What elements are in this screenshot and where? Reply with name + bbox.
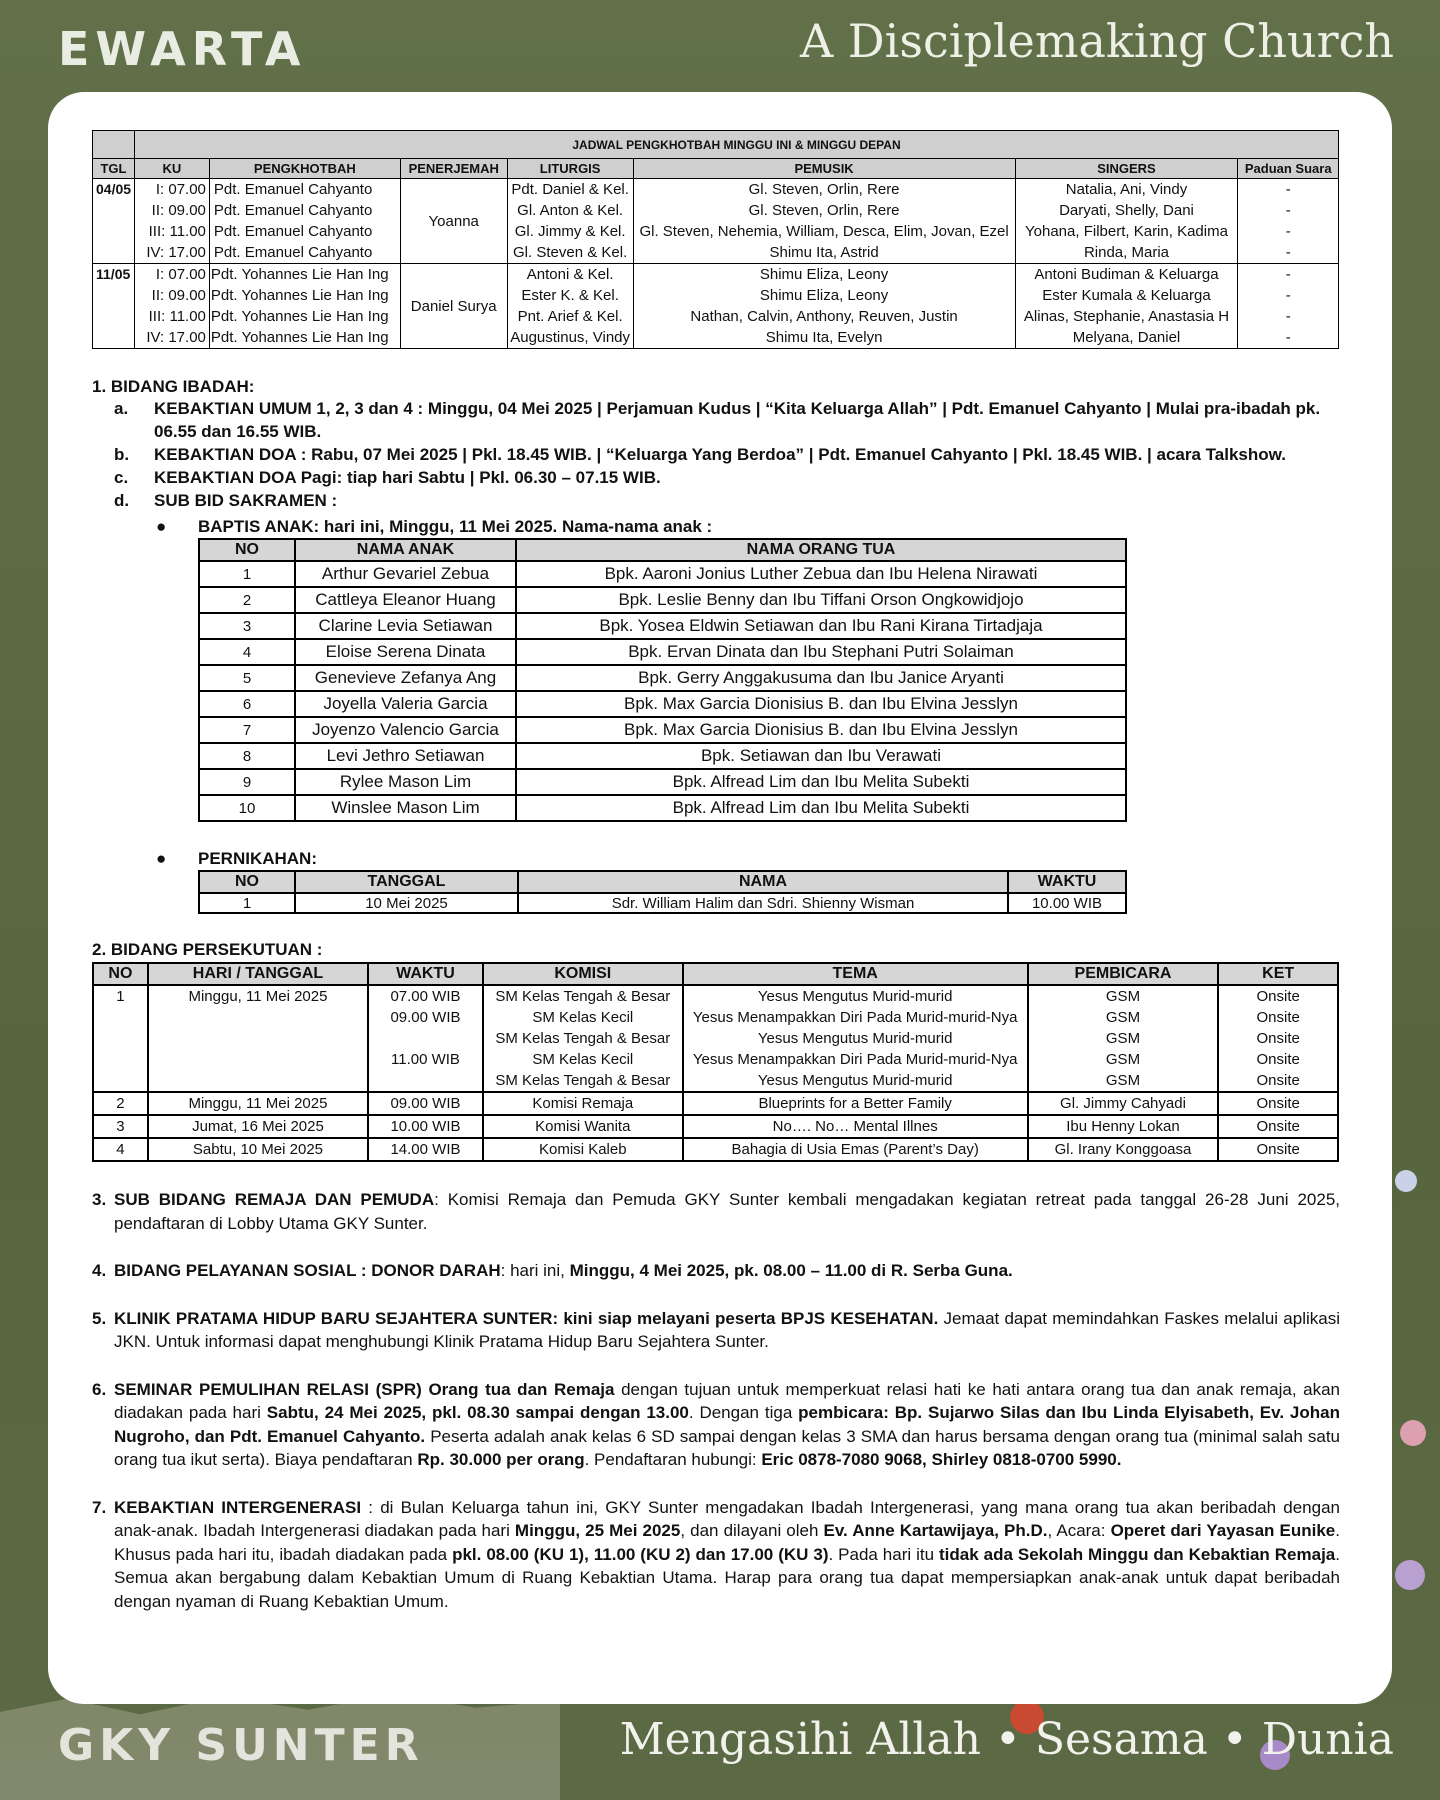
announcement-number: 7. xyxy=(92,1497,107,1517)
wedding-table xyxy=(198,870,1127,914)
commission-cell xyxy=(483,1138,683,1161)
announcement-number: 5. xyxy=(92,1308,107,1328)
parent-names: Bpk. Yosea Eldwin Setiawan dan Ibu Rani Kirana Tirtadjaja xyxy=(516,613,1126,639)
announcement-number: 3. xyxy=(92,1190,107,1209)
wedding-time: 10.00 WIB xyxy=(1008,893,1126,913)
item-label: d. xyxy=(114,491,130,510)
parent-names: Bpk. Alfread Lim dan Ibu Melita Subekti xyxy=(516,769,1126,795)
event-time: 07.00 WIB xyxy=(390,988,461,1005)
announcement-bold: Rp. 30.000 per orang xyxy=(417,1450,585,1469)
table-row xyxy=(199,691,1126,717)
musician-names: Shimu Ita, Evelyn xyxy=(765,329,883,346)
event-time xyxy=(369,1070,482,1091)
col-header-tanggal: TANGGAL xyxy=(295,871,518,893)
speaker: GSM xyxy=(1105,1030,1141,1047)
choir-entry: - xyxy=(1285,287,1291,304)
translator: Yoanna xyxy=(400,179,507,264)
announcement-bold: Operet dari Yayasan Eunike xyxy=(1110,1521,1336,1540)
announcement-text: . Khusus pada hari itu, ibadah diadakan pada xyxy=(114,1521,1340,1564)
col-header-ku: KU xyxy=(134,159,209,179)
table-row xyxy=(93,1092,1338,1115)
child-name: Winslee Mason Lim xyxy=(295,795,516,821)
speaker-cell xyxy=(1028,1092,1219,1115)
announcement-bold: pkl. 08.00 (KU 1), 11.00 (KU 2) dan 17.00 (KU 3) xyxy=(452,1544,829,1564)
child-name: Genevieve Zefanya Ang xyxy=(295,665,516,691)
announcement-bold: Minggu, 4 Mei 2025, pk. 08.00 – 11.00 di R. Serba Guna. xyxy=(569,1261,1013,1280)
singer-names: Yohana, Filbert, Karin, Kadima xyxy=(1025,223,1228,240)
announcement-body xyxy=(114,1188,1340,1235)
wedding-names: Sdr. William Halim dan Sdri. Shienny Wisman xyxy=(518,893,1008,913)
announcement-bold: pembicara: Bp. Sujarwo Silas dan Ibu Linda Elyisabeth, Ev. Johan Nugroho, dan Pdt. Emanuel Cahyanto. xyxy=(114,1403,1340,1446)
announcement-number: 6. xyxy=(92,1379,107,1399)
col-header-pembicara: PEMBICARA xyxy=(1028,963,1219,985)
commission: SM Kelas Tengah & Besar xyxy=(495,1030,671,1047)
commission-cell xyxy=(483,985,683,1092)
commission-cell xyxy=(483,1092,683,1115)
liturgist-name: Gl. Steven & Kel. xyxy=(513,244,628,261)
commission: SM Kelas Tengah & Besar xyxy=(495,1072,671,1089)
baptism-no: 6 xyxy=(199,691,295,717)
liturgist-name: Gl. Anton & Kel. xyxy=(517,202,624,219)
baptism-no: 1 xyxy=(199,561,295,587)
announcement-bold: KEBAKTIAN INTERGENERASI xyxy=(114,1497,362,1517)
preacher-name: Pdt. Emanuel Cahyanto xyxy=(213,181,373,198)
col-header-waktu: WAKTU xyxy=(1008,871,1126,893)
announcement-seminar xyxy=(92,1378,1340,1472)
event-time-cell xyxy=(368,1115,483,1138)
commission: Komisi Wanita xyxy=(535,1118,631,1135)
baptism-bullet xyxy=(156,516,1340,538)
schedule-date: 11/05 xyxy=(93,264,135,349)
commission: Komisi Kaleb xyxy=(539,1141,627,1158)
child-name: Levi Jethro Setiawan xyxy=(295,743,516,769)
preacher-name: Pdt. Yohannes Lie Han Ing xyxy=(210,287,389,304)
musician-names: Nathan, Calvin, Anthony, Reuven, Justin xyxy=(690,308,958,325)
event-date: Minggu, 11 Mei 2025 xyxy=(148,985,368,1092)
note: Onsite xyxy=(1256,988,1300,1005)
speaker: GSM xyxy=(1105,988,1141,1005)
baptism-no: 5 xyxy=(199,665,295,691)
col-header-pengkhotbah: PENGKHOTBAH xyxy=(209,159,400,179)
col-header-tema: TEMA xyxy=(683,963,1028,985)
col-header-liturgis: LITURGIS xyxy=(507,159,633,179)
singer-names: Rinda, Maria xyxy=(1083,244,1169,261)
baptism-no: 4 xyxy=(199,639,295,665)
row-no: 3 xyxy=(93,1115,148,1138)
wedding-date: 10 Mei 2025 xyxy=(295,893,518,913)
musician-names: Shimu Ita, Astrid xyxy=(769,244,879,261)
ibadah-item xyxy=(92,466,1340,489)
service-time: II: 09.00 xyxy=(151,202,206,219)
item-text: KEBAKTIAN UMUM 1, 2, 3 dan 4 : Minggu, 04 Mei 2025 | Perjamuan Kudus | “Kita Keluarga Allah” | Pdt. Emanuel Cahyanto | Mulai pra-ibadah pk. 06.55 dan 16.55 WIB. xyxy=(154,399,1321,441)
speaker-cell xyxy=(1028,1115,1219,1138)
theme-cell xyxy=(683,985,1028,1092)
speaker: GSM xyxy=(1105,1072,1141,1089)
col-header-waktu: WAKTU xyxy=(368,963,483,985)
parent-names: Bpk. Max Garcia Dionisius B. dan Ibu Elvina Jesslyn xyxy=(516,717,1126,743)
note: Onsite xyxy=(1256,1051,1300,1068)
note-cell xyxy=(1218,1115,1338,1138)
announcement-text: Peserta adalah anak kelas 6 SD sampai dengan kelas 3 SMA dan harus bersama dengan orang tua (minimal salah satu orang tua ikut serta). Biaya pendaftaran xyxy=(114,1426,1341,1469)
table-row xyxy=(199,743,1126,769)
fellowship-table xyxy=(92,962,1339,1162)
announcement-text: . Pada hari itu xyxy=(828,1544,940,1564)
announcement-text: Jemaat dapat memindahkan Faskes melalui aplikasi JKN. Untuk informasi dapat menghubungi Klinik Pratama Hidup Baru Sejahtera Sunter. xyxy=(114,1308,1340,1351)
event-time xyxy=(369,1028,482,1049)
singer-names: Antoni Budiman & Keluarga xyxy=(1034,266,1219,283)
parent-names: Bpk. Ervan Dinata dan Ibu Stephani Putri Solaiman xyxy=(516,639,1126,665)
table-row xyxy=(199,893,1126,913)
announcement-bold: BIDANG PELAYANAN SOSIAL : DONOR DARAH xyxy=(114,1261,501,1280)
commission: SM Kelas Kecil xyxy=(532,1009,634,1026)
singers xyxy=(1015,264,1238,349)
table-row xyxy=(93,1138,1338,1161)
baptism-no: 7 xyxy=(199,717,295,743)
announcement-bold: SEMINAR PEMULIHAN RELASI (SPR) Orang tua dan Remaja xyxy=(114,1379,615,1399)
announcement-number: 4. xyxy=(92,1261,107,1280)
item-text: KEBAKTIAN DOA Pagi: tiap hari Sabtu | Pkl. 06.30 – 07.15 WIB. xyxy=(154,468,661,487)
schedule-corner-cell xyxy=(93,131,135,159)
announcement-bold: Eric 0878-7080 9068, Shirley 0818-0700 5990. xyxy=(761,1450,1122,1469)
service-time: I: 07.00 xyxy=(155,266,206,283)
announcement-text: , Acara: xyxy=(1047,1521,1111,1540)
announcement-body xyxy=(114,1378,1340,1472)
col-header-singers: SINGERS xyxy=(1015,159,1238,179)
theme: Yesus Mengutus Murid-murid xyxy=(757,988,953,1005)
musician-names: Shimu Eliza, Leony xyxy=(759,266,889,283)
liturgist-name: Antoni & Kel. xyxy=(526,266,614,283)
liturgist-name: Pnt. Arief & Kel. xyxy=(517,308,623,325)
parent-names: Bpk. Alfread Lim dan Ibu Melita Subekti xyxy=(516,795,1126,821)
parent-names: Bpk. Setiawan dan Ibu Verawati xyxy=(516,743,1126,769)
announcement-text: dengan tujuan untuk memperkuat relasi hati ke hati antara orang tua dan anak remaja, akan diadakan pada hari xyxy=(114,1379,1340,1422)
service-time: I: 07.00 xyxy=(155,181,206,198)
event-time: 14.00 WIB xyxy=(390,1141,461,1158)
event-time-cell xyxy=(368,1092,483,1115)
row-no: 1 xyxy=(93,985,148,1092)
footer-tagline: Mengasihi Allah • Sesama • Dunia xyxy=(619,1714,1394,1765)
baptism-table xyxy=(198,538,1127,822)
singer-names: Daryati, Shelly, Dani xyxy=(1059,202,1194,219)
row-no: 2 xyxy=(93,1092,148,1115)
event-time-cell xyxy=(368,1138,483,1161)
baptism-no: 3 xyxy=(199,613,295,639)
theme-cell xyxy=(683,1092,1028,1115)
event-time-cell xyxy=(368,985,483,1092)
announcement-text: . Dengan tiga xyxy=(688,1403,799,1422)
item-label: c. xyxy=(114,468,129,487)
event-date: Jumat, 16 Mei 2025 xyxy=(148,1115,368,1138)
note: Onsite xyxy=(1256,1072,1300,1089)
note: Onsite xyxy=(1256,1118,1300,1135)
theme: No…. No… Mental Illnes xyxy=(772,1118,938,1135)
bulletin-card xyxy=(48,92,1392,1704)
wedding-no: 1 xyxy=(199,893,295,913)
musicians xyxy=(633,179,1015,264)
col-header-nama-anak: NAMA ANAK xyxy=(295,539,516,561)
liturgist-name: Gl. Jimmy & Kel. xyxy=(514,223,626,240)
theme: Yesus Menampakkan Diri Pada Murid-murid-Nya xyxy=(692,1051,1018,1068)
preacher-name: Pdt. Yohannes Lie Han Ing xyxy=(210,266,389,283)
note: Onsite xyxy=(1256,1009,1300,1026)
musician-names: Gl. Steven, Orlin, Rere xyxy=(748,202,900,219)
announcement-bold: Minggu, 25 Mei 2025 xyxy=(514,1521,681,1540)
child-name: Eloise Serena Dinata xyxy=(295,639,516,665)
note-cell xyxy=(1218,1138,1338,1161)
announcement-bold: tidak ada Sekolah Minggu dan Kebaktian Remaja xyxy=(939,1544,1336,1564)
choir-entry: - xyxy=(1285,308,1291,325)
baptism-no: 2 xyxy=(199,587,295,613)
liturgists xyxy=(507,264,633,349)
event-time: 09.00 WIB xyxy=(390,1095,461,1112)
schedule-title: JADWAL PENGKHOTBAH MINGGU INI & MINGGU DEPAN xyxy=(134,131,1338,159)
singer-names: Natalia, Ani, Vindy xyxy=(1065,181,1188,198)
liturgist-name: Ester K. & Kel. xyxy=(521,287,619,304)
col-header-penerjemah: PENERJEMAH xyxy=(400,159,507,179)
announcement-text: : di Bulan Keluarga tahun ini, GKY Sunter mengadakan Ibadah Intergenerasi, yang mana orang tua akan beribadah dengan anak-anak. Ibadah Intergenerasi diadakan pada hari xyxy=(114,1497,1341,1540)
choir-entry: - xyxy=(1285,223,1291,240)
choir xyxy=(1238,179,1339,264)
announcement-clinic xyxy=(92,1307,1340,1354)
church-tagline: A Disciplemaking Church xyxy=(799,14,1394,68)
note-cell xyxy=(1218,1092,1338,1115)
theme-cell xyxy=(683,1138,1028,1161)
table-row xyxy=(199,769,1126,795)
event-date: Sabtu, 10 Mei 2025 xyxy=(148,1138,368,1161)
musicians xyxy=(633,264,1015,349)
announcement-text: , dan dilayani oleh xyxy=(680,1521,824,1540)
wedding-title: PERNIKAHAN: xyxy=(198,849,317,868)
singer-names: Ester Kumala & Keluarga xyxy=(1042,287,1211,304)
choir-entry: - xyxy=(1285,244,1291,261)
note: Onsite xyxy=(1256,1030,1300,1047)
singers xyxy=(1015,179,1238,264)
table-row xyxy=(199,561,1126,587)
service-time: III: 11.00 xyxy=(148,223,206,240)
bullet-icon: ● xyxy=(156,517,167,536)
preachers xyxy=(209,179,400,264)
child-name: Joyenzo Valencio Garcia xyxy=(295,717,516,743)
event-time: 11.00 WIB xyxy=(391,1051,460,1068)
note-cell xyxy=(1218,985,1338,1092)
note: Onsite xyxy=(1256,1095,1300,1112)
preachers xyxy=(209,264,400,349)
schedule-date: 04/05 xyxy=(93,179,135,264)
col-header-tgl: TGL xyxy=(93,159,135,179)
parent-names: Bpk. Gerry Anggakusuma dan Ibu Janice Aryanti xyxy=(516,665,1126,691)
flower-decoration xyxy=(1395,1170,1417,1192)
flower-decoration xyxy=(1400,1420,1426,1446)
ibadah-item xyxy=(92,397,1340,443)
announcement-youth xyxy=(92,1188,1340,1235)
gky-sunter-logo: GKY SUNTER xyxy=(58,1720,424,1771)
table-row xyxy=(199,665,1126,691)
schedule-group-row xyxy=(93,179,1339,264)
row-no: 4 xyxy=(93,1138,148,1161)
item-label: b. xyxy=(114,445,130,464)
service-time: IV: 17.00 xyxy=(146,244,206,261)
speaker: GSM xyxy=(1105,1051,1141,1068)
preacher-name: Pdt. Yohannes Lie Han Ing xyxy=(210,329,389,346)
speaker: Ibu Henny Lokan xyxy=(1066,1118,1180,1135)
table-row xyxy=(199,795,1126,821)
service-times xyxy=(134,264,209,349)
item-label: a. xyxy=(114,399,129,418)
event-time: 09.00 WIB xyxy=(390,1009,461,1026)
announcement-bold: KLINIK PRATAMA HIDUP BARU SEJAHTERA SUNTER: kini siap melayani peserta BPJS KESEHATAN. xyxy=(114,1308,939,1328)
baptism-no: 10 xyxy=(199,795,295,821)
col-header-no: NO xyxy=(199,539,295,561)
liturgist-name: Pdt. Daniel & Kel. xyxy=(511,181,629,198)
flower-decoration xyxy=(1395,1560,1425,1590)
theme-cell xyxy=(683,1115,1028,1138)
table-row xyxy=(199,717,1126,743)
choir-entry: - xyxy=(1285,266,1291,283)
announcement-text: : Komisi Remaja dan Pemuda GKY Sunter kembali mengadakan kegiatan retreat pada tanggal 26-28 Juni 2025, pendaftaran di Lobby Utama GKY Sunter. xyxy=(114,1190,1340,1233)
service-times xyxy=(134,179,209,264)
parent-names: Bpk. Aaroni Jonius Luther Zebua dan Ibu Helena Nirawati xyxy=(516,561,1126,587)
parent-names: Bpk. Max Garcia Dionisius B. dan Ibu Elvina Jesslyn xyxy=(516,691,1126,717)
speaker: Gl. Jimmy Cahyadi xyxy=(1060,1095,1186,1112)
col-header-no: NO xyxy=(199,871,295,893)
ibadah-item xyxy=(92,489,1340,512)
bullet-icon: ● xyxy=(156,849,167,868)
schedule-group-row xyxy=(93,264,1339,349)
preacher-name: Pdt. Emanuel Cahyanto xyxy=(213,244,373,261)
speaker-cell xyxy=(1028,985,1219,1092)
speaker: GSM xyxy=(1105,1009,1141,1026)
choir-entry: - xyxy=(1285,202,1291,219)
child-name: Arthur Gevariel Zebua xyxy=(295,561,516,587)
table-row xyxy=(93,1115,1338,1138)
col-header-pemusik: PEMUSIK xyxy=(633,159,1015,179)
announcement-text: : hari ini, xyxy=(500,1261,570,1280)
ibadah-item xyxy=(92,443,1340,466)
announcement-text: . Pendaftaran hubungi: xyxy=(584,1450,762,1469)
theme: Yesus Mengutus Murid-murid xyxy=(757,1030,953,1047)
child-name: Clarine Levia Setiawan xyxy=(295,613,516,639)
commission: SM Kelas Kecil xyxy=(532,1051,634,1068)
parent-names: Bpk. Leslie Benny dan Ibu Tiffani Orson Ongkowidjojo xyxy=(516,587,1126,613)
item-text: KEBAKTIAN DOA : Rabu, 07 Mei 2025 | Pkl. 18.45 WIB. | “Keluarga Yang Berdoa” | Pdt. Emanuel Cahyanto | Pkl. 18.45 WIB. | acara Talkshow. xyxy=(154,445,1286,464)
child-name: Cattleya Eleanor Huang xyxy=(295,587,516,613)
singer-names: Alinas, Stephanie, Anastasia H xyxy=(1023,308,1230,325)
announcement-bold: Ev. Anne Kartawijaya, Ph.D. xyxy=(823,1521,1048,1540)
baptism-no: 8 xyxy=(199,743,295,769)
announcement-intergeneration xyxy=(92,1496,1340,1614)
choir-entry: - xyxy=(1285,181,1291,198)
musician-names: Gl. Steven, Orlin, Rere xyxy=(748,181,900,198)
preacher-name: Pdt. Emanuel Cahyanto xyxy=(213,223,373,240)
note: Onsite xyxy=(1256,1141,1300,1158)
col-header-ket: KET xyxy=(1218,963,1338,985)
event-date: Minggu, 11 Mei 2025 xyxy=(148,1092,368,1115)
announcement-body xyxy=(114,1496,1340,1614)
baptism-title: BAPTIS ANAK: hari ini, Minggu, 11 Mei 2025. Nama-nama anak : xyxy=(198,517,713,536)
liturgist-name: Augustinus, Vindy xyxy=(510,329,631,346)
child-name: Rylee Mason Lim xyxy=(295,769,516,795)
wedding-bullet xyxy=(156,848,1340,870)
announcement-body xyxy=(114,1259,1340,1283)
theme: Yesus Menampakkan Diri Pada Murid-murid-Nya xyxy=(692,1009,1018,1026)
singer-names: Melyana, Daniel xyxy=(1072,329,1181,346)
choir xyxy=(1238,264,1339,349)
choir-entry: - xyxy=(1285,329,1291,346)
col-header-hari-tanggal: HARI / TANGGAL xyxy=(148,963,368,985)
commission-cell xyxy=(483,1115,683,1138)
table-row xyxy=(93,985,1338,1092)
musician-names: Gl. Steven, Nehemia, William, Desca, Elim, Jovan, Ezel xyxy=(639,223,1009,240)
event-time: 10.00 WIB xyxy=(390,1118,461,1135)
liturgists xyxy=(507,179,633,264)
theme: Bahagia di Usia Emas (Parent’s Day) xyxy=(731,1141,979,1158)
bulletin-content xyxy=(92,130,1340,1613)
item-text: SUB BID SAKRAMEN : xyxy=(154,491,338,510)
announcement-body xyxy=(114,1307,1340,1354)
speaker-cell xyxy=(1028,1138,1219,1161)
col-header-nama: NAMA xyxy=(518,871,1008,893)
musician-names: Shimu Eliza, Leony xyxy=(759,287,889,304)
preacher-name: Pdt. Yohannes Lie Han Ing xyxy=(210,308,389,325)
table-row xyxy=(199,613,1126,639)
service-time: III: 11.00 xyxy=(148,308,206,325)
commission: Komisi Remaja xyxy=(532,1095,634,1112)
col-header-nama-orang-tua: NAMA ORANG TUA xyxy=(516,539,1126,561)
announcement-text: . Semua akan bergabung dalam Kebaktian Umum di Ruang Kebaktian Utama. Harap para orang tua dapat mempersiapkan anak-anak untuk dapat beribadah dengan nyaman di Ruang Kebaktian Umum. xyxy=(114,1544,1340,1611)
announcement-bold: SUB BIDANG REMAJA DAN PEMUDA xyxy=(114,1190,435,1209)
child-name: Joyella Valeria Garcia xyxy=(295,691,516,717)
preacher-schedule-table xyxy=(92,130,1339,349)
table-row xyxy=(199,639,1126,665)
commission: SM Kelas Tengah & Besar xyxy=(495,988,671,1005)
section-heading-persekutuan: 2. BIDANG PERSEKUTUAN : xyxy=(92,940,323,959)
announcement-blood-donation xyxy=(92,1259,1340,1283)
translator: Daniel Surya xyxy=(400,264,507,349)
preacher-name: Pdt. Emanuel Cahyanto xyxy=(213,202,373,219)
section-heading-ibadah: 1. BIDANG IBADAH: xyxy=(92,377,255,396)
col-header-komisi: KOMISI xyxy=(483,963,683,985)
service-time: IV: 17.00 xyxy=(146,329,206,346)
col-header-paduan-suara: Paduan Suara xyxy=(1238,159,1339,179)
theme: Blueprints for a Better Family xyxy=(758,1095,952,1112)
service-time: II: 09.00 xyxy=(151,287,206,304)
announcement-bold: Sabtu, 24 Mei 2025, pkl. 08.30 sampai dengan 13.00 xyxy=(266,1403,689,1422)
ewarta-logo: EWARTA xyxy=(58,22,307,76)
col-header-no: NO xyxy=(93,963,148,985)
baptism-no: 9 xyxy=(199,769,295,795)
speaker: Gl. Irany Konggoasa xyxy=(1054,1141,1192,1158)
theme: Yesus Mengutus Murid-murid xyxy=(757,1072,953,1089)
table-row xyxy=(199,587,1126,613)
